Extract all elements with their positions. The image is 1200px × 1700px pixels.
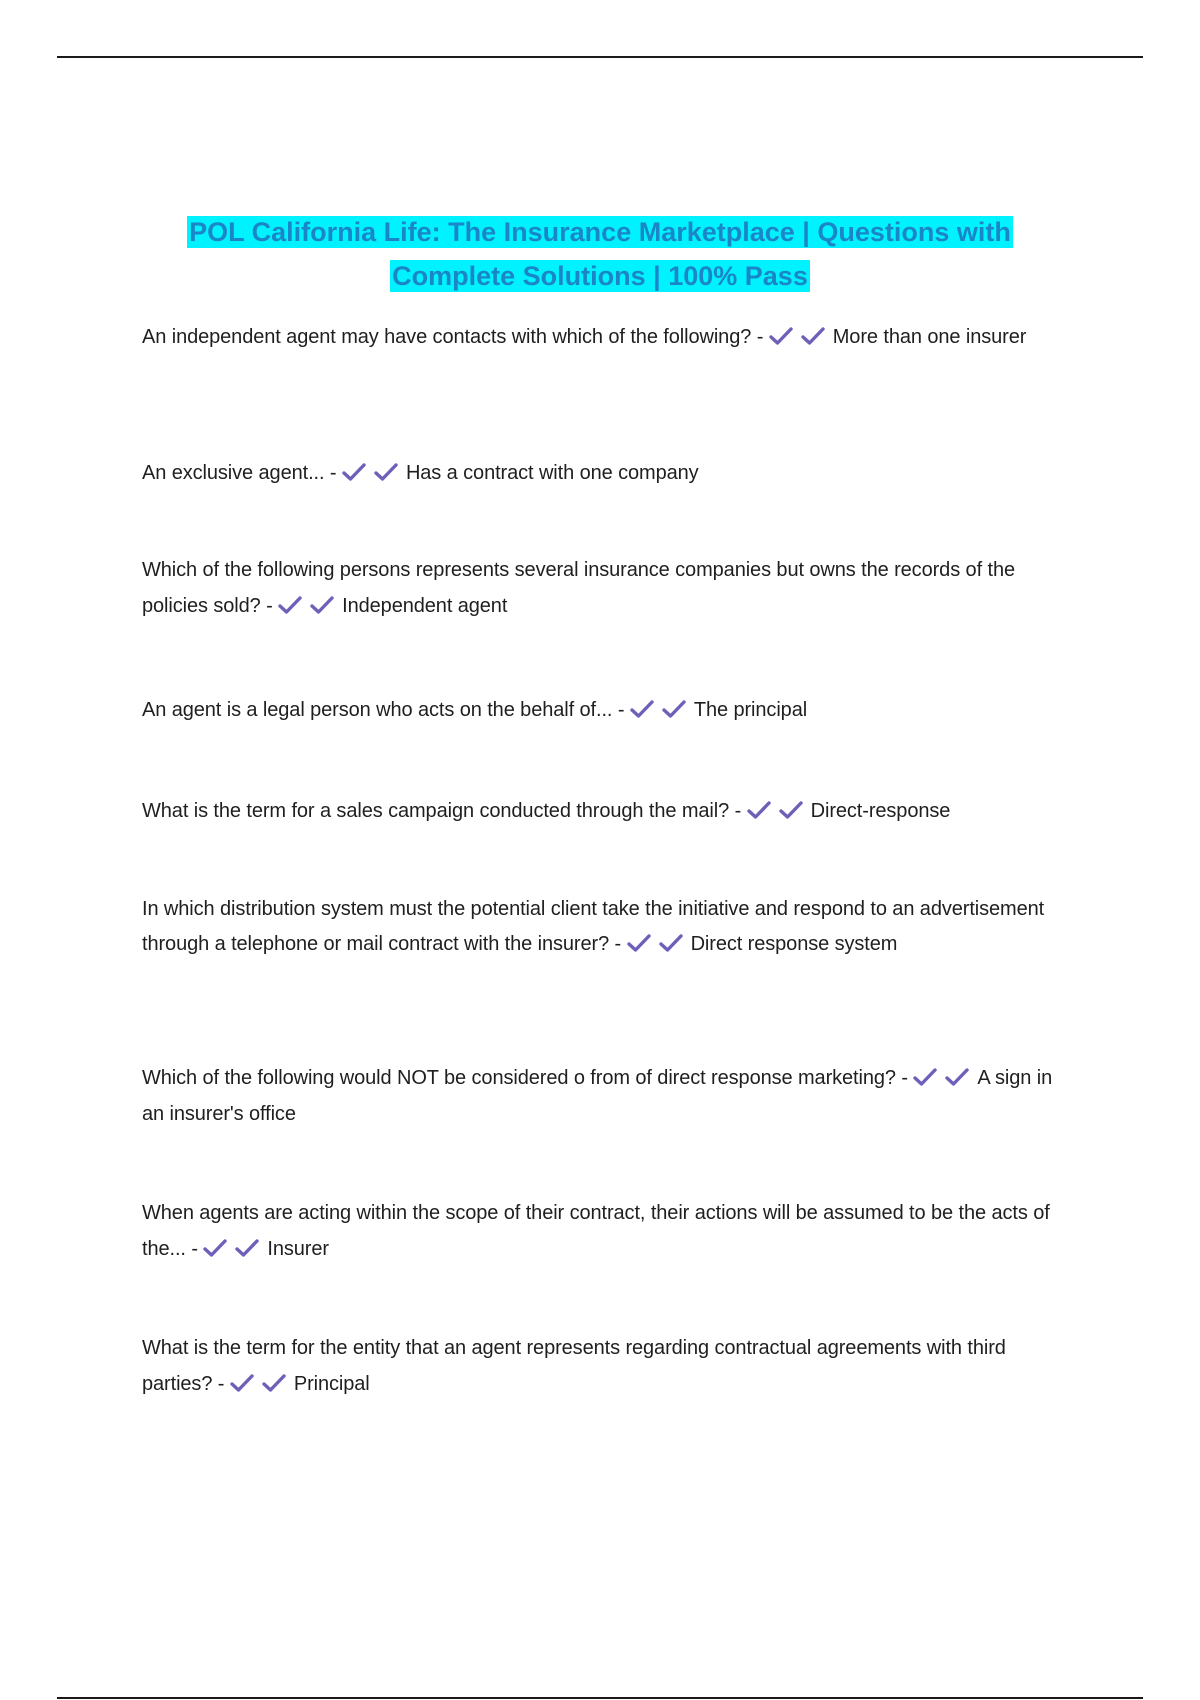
checkmark-icon <box>310 595 334 615</box>
checkmark-icon <box>262 1373 286 1393</box>
checkmark-icon <box>627 933 651 953</box>
question-text: Which of the following persons represents several insurance companies but owns the records of the policies sold? - <box>142 559 1015 617</box>
checkmark-icon <box>235 1238 259 1258</box>
question-text: An independent agent may have contacts with which of the following? - <box>142 326 764 348</box>
checkmark-icon <box>769 326 793 346</box>
answer-text: Insurer <box>267 1238 329 1260</box>
checkmark-icon <box>747 800 771 820</box>
qa-item <box>142 320 1067 354</box>
qa-item <box>142 1195 1067 1267</box>
checkmark-icon <box>230 1373 254 1393</box>
qa-item <box>142 552 1067 624</box>
question-text: When agents are acting within the scope of their contract, their actions will be assumed to be the acts of the... - <box>142 1202 1050 1260</box>
checkmark-icon <box>278 595 302 615</box>
answer-text: Principal <box>293 1373 370 1395</box>
qa-item <box>142 692 1067 728</box>
checkmark-icon <box>203 1238 227 1258</box>
checkmark-icon <box>945 1067 969 1087</box>
bottom-rule <box>57 1697 1143 1699</box>
answer-text: Direct-response <box>810 800 951 822</box>
answer-text: Direct response system <box>690 933 898 955</box>
qa-item <box>142 455 1067 491</box>
question-text: In which distribution system must the potential client take the initiative and respond to an advertisement through a telephone or mail contract with the insurer? - <box>142 898 1045 955</box>
checkmark-icon <box>779 800 803 820</box>
question-text: What is the term for a sales campaign conducted through the mail? - <box>142 800 742 822</box>
qa-item <box>142 892 1067 962</box>
qa-item <box>142 1060 1067 1132</box>
question-text: What is the term for the entity that an agent represents regarding contractual agreements with third parties? - <box>142 1337 1006 1395</box>
checkmark-icon <box>662 699 686 719</box>
document-title <box>140 210 1060 298</box>
question-text: An agent is a legal person who acts on the behalf of... - <box>142 699 625 721</box>
checkmark-icon <box>659 933 683 953</box>
qa-item <box>142 793 1067 829</box>
top-rule <box>57 56 1143 58</box>
answer-text: A sign in an insurer's office <box>142 1067 1053 1125</box>
checkmark-icon <box>913 1067 937 1087</box>
answer-text: More than one insurer <box>832 326 1027 348</box>
answer-text: The principal <box>693 699 808 721</box>
answer-text: Has a contract with one company <box>405 462 699 484</box>
question-text: Which of the following would NOT be considered o from of direct response marketing? - <box>142 1067 908 1089</box>
checkmark-icon <box>342 462 366 482</box>
checkmark-icon <box>801 326 825 346</box>
title-highlight: POL California Life: The Insurance Marketplace | Questions with Complete Solutions | 100% Pass <box>189 217 1011 291</box>
checkmark-icon <box>630 699 654 719</box>
answer-text: Independent agent <box>342 595 508 617</box>
question-text: An exclusive agent... - <box>142 462 337 484</box>
qa-item <box>142 1330 1067 1402</box>
checkmark-icon <box>374 462 398 482</box>
